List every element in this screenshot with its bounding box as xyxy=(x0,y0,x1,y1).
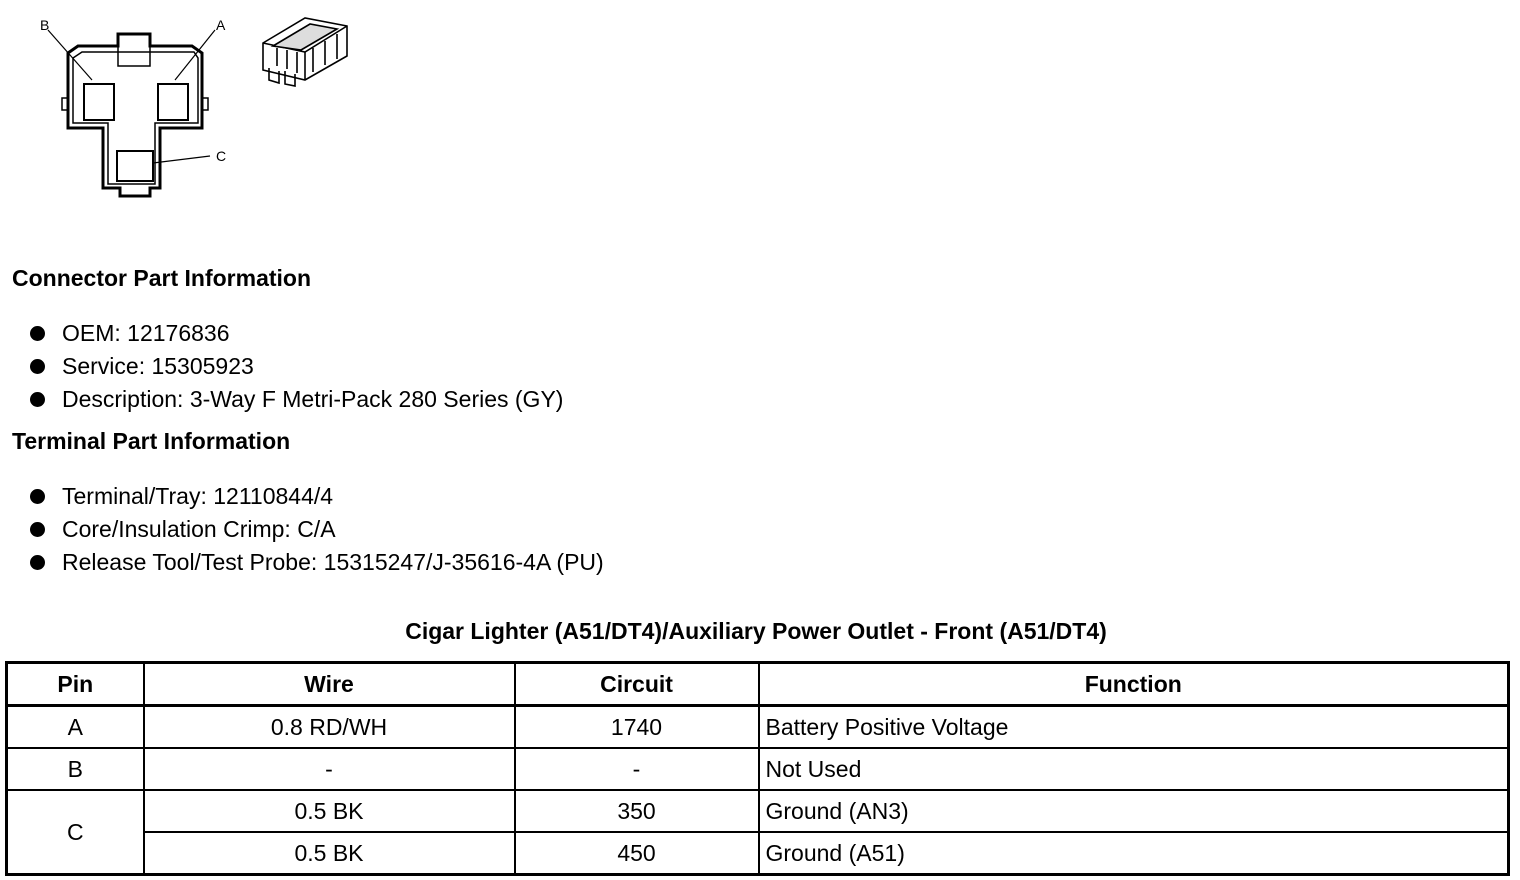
table-title: Cigar Lighter (A51/DT4)/Auxiliary Power Outlet - Front (A51/DT4) xyxy=(405,618,1107,644)
column-header-wire: Wire xyxy=(144,663,515,706)
wire-cell: 0.5 BK xyxy=(144,832,515,875)
terminal-part-info-heading: Terminal Part Information xyxy=(12,428,291,454)
bullet-dot-icon xyxy=(30,489,45,504)
bullet-dot-icon xyxy=(30,359,45,374)
bullet-dot-icon xyxy=(30,522,45,537)
circuit-cell: 350 xyxy=(515,790,759,832)
pin-cell: C xyxy=(7,790,144,875)
bullet-dot-icon xyxy=(30,326,45,341)
column-header-pin: Pin xyxy=(7,663,144,706)
connector-housing-outline xyxy=(68,34,202,196)
terminal-part-info-list xyxy=(28,480,604,579)
column-header-function: Function xyxy=(759,663,1509,706)
cavity-a xyxy=(158,84,188,120)
column-header-circuit: Circuit xyxy=(515,663,759,706)
pin-label-c: C xyxy=(216,148,227,164)
wire-cell: 0.8 RD/WH xyxy=(144,706,515,749)
connector-face-diagram xyxy=(20,8,270,208)
function-cell: Not Used xyxy=(759,748,1509,790)
pin-cell: A xyxy=(7,706,144,749)
table-header-row xyxy=(7,663,1509,706)
list-item: Description: 3-Way F Metri-Pack 280 Series (GY) xyxy=(28,383,563,416)
table-row xyxy=(7,706,1509,749)
table-row xyxy=(7,832,1509,875)
circuit-cell: 1740 xyxy=(515,706,759,749)
circuit-cell: 450 xyxy=(515,832,759,875)
list-item: OEM: 12176836 xyxy=(28,317,563,350)
connector-part-info-heading: Connector Part Information xyxy=(12,265,312,291)
table-row xyxy=(7,790,1509,832)
function-cell: Ground (AN3) xyxy=(759,790,1509,832)
list-item: Service: 15305923 xyxy=(28,350,563,383)
cavity-b xyxy=(84,84,114,120)
bullet-dot-icon xyxy=(30,392,45,407)
list-item: Terminal/Tray: 12110844/4 xyxy=(28,480,604,513)
list-item: Core/Insulation Crimp: C/A xyxy=(28,513,604,546)
function-cell: Battery Positive Voltage xyxy=(759,706,1509,749)
pinout-table xyxy=(5,661,1510,876)
list-item: Release Tool/Test Probe: 15315247/J-35616-4A (PU) xyxy=(28,546,604,579)
wire-cell: - xyxy=(144,748,515,790)
table-row xyxy=(7,748,1509,790)
connector-part-info-list xyxy=(28,317,563,416)
pin-cell: B xyxy=(7,748,144,790)
bullet-dot-icon xyxy=(30,555,45,570)
circuit-cell: - xyxy=(515,748,759,790)
cavity-c xyxy=(117,151,153,181)
function-cell: Ground (A51) xyxy=(759,832,1509,875)
pin-label-b: B xyxy=(40,17,50,33)
pin-label-a: A xyxy=(216,17,226,33)
wire-cell: 0.5 BK xyxy=(144,790,515,832)
connector-perspective-drawing xyxy=(255,8,355,93)
